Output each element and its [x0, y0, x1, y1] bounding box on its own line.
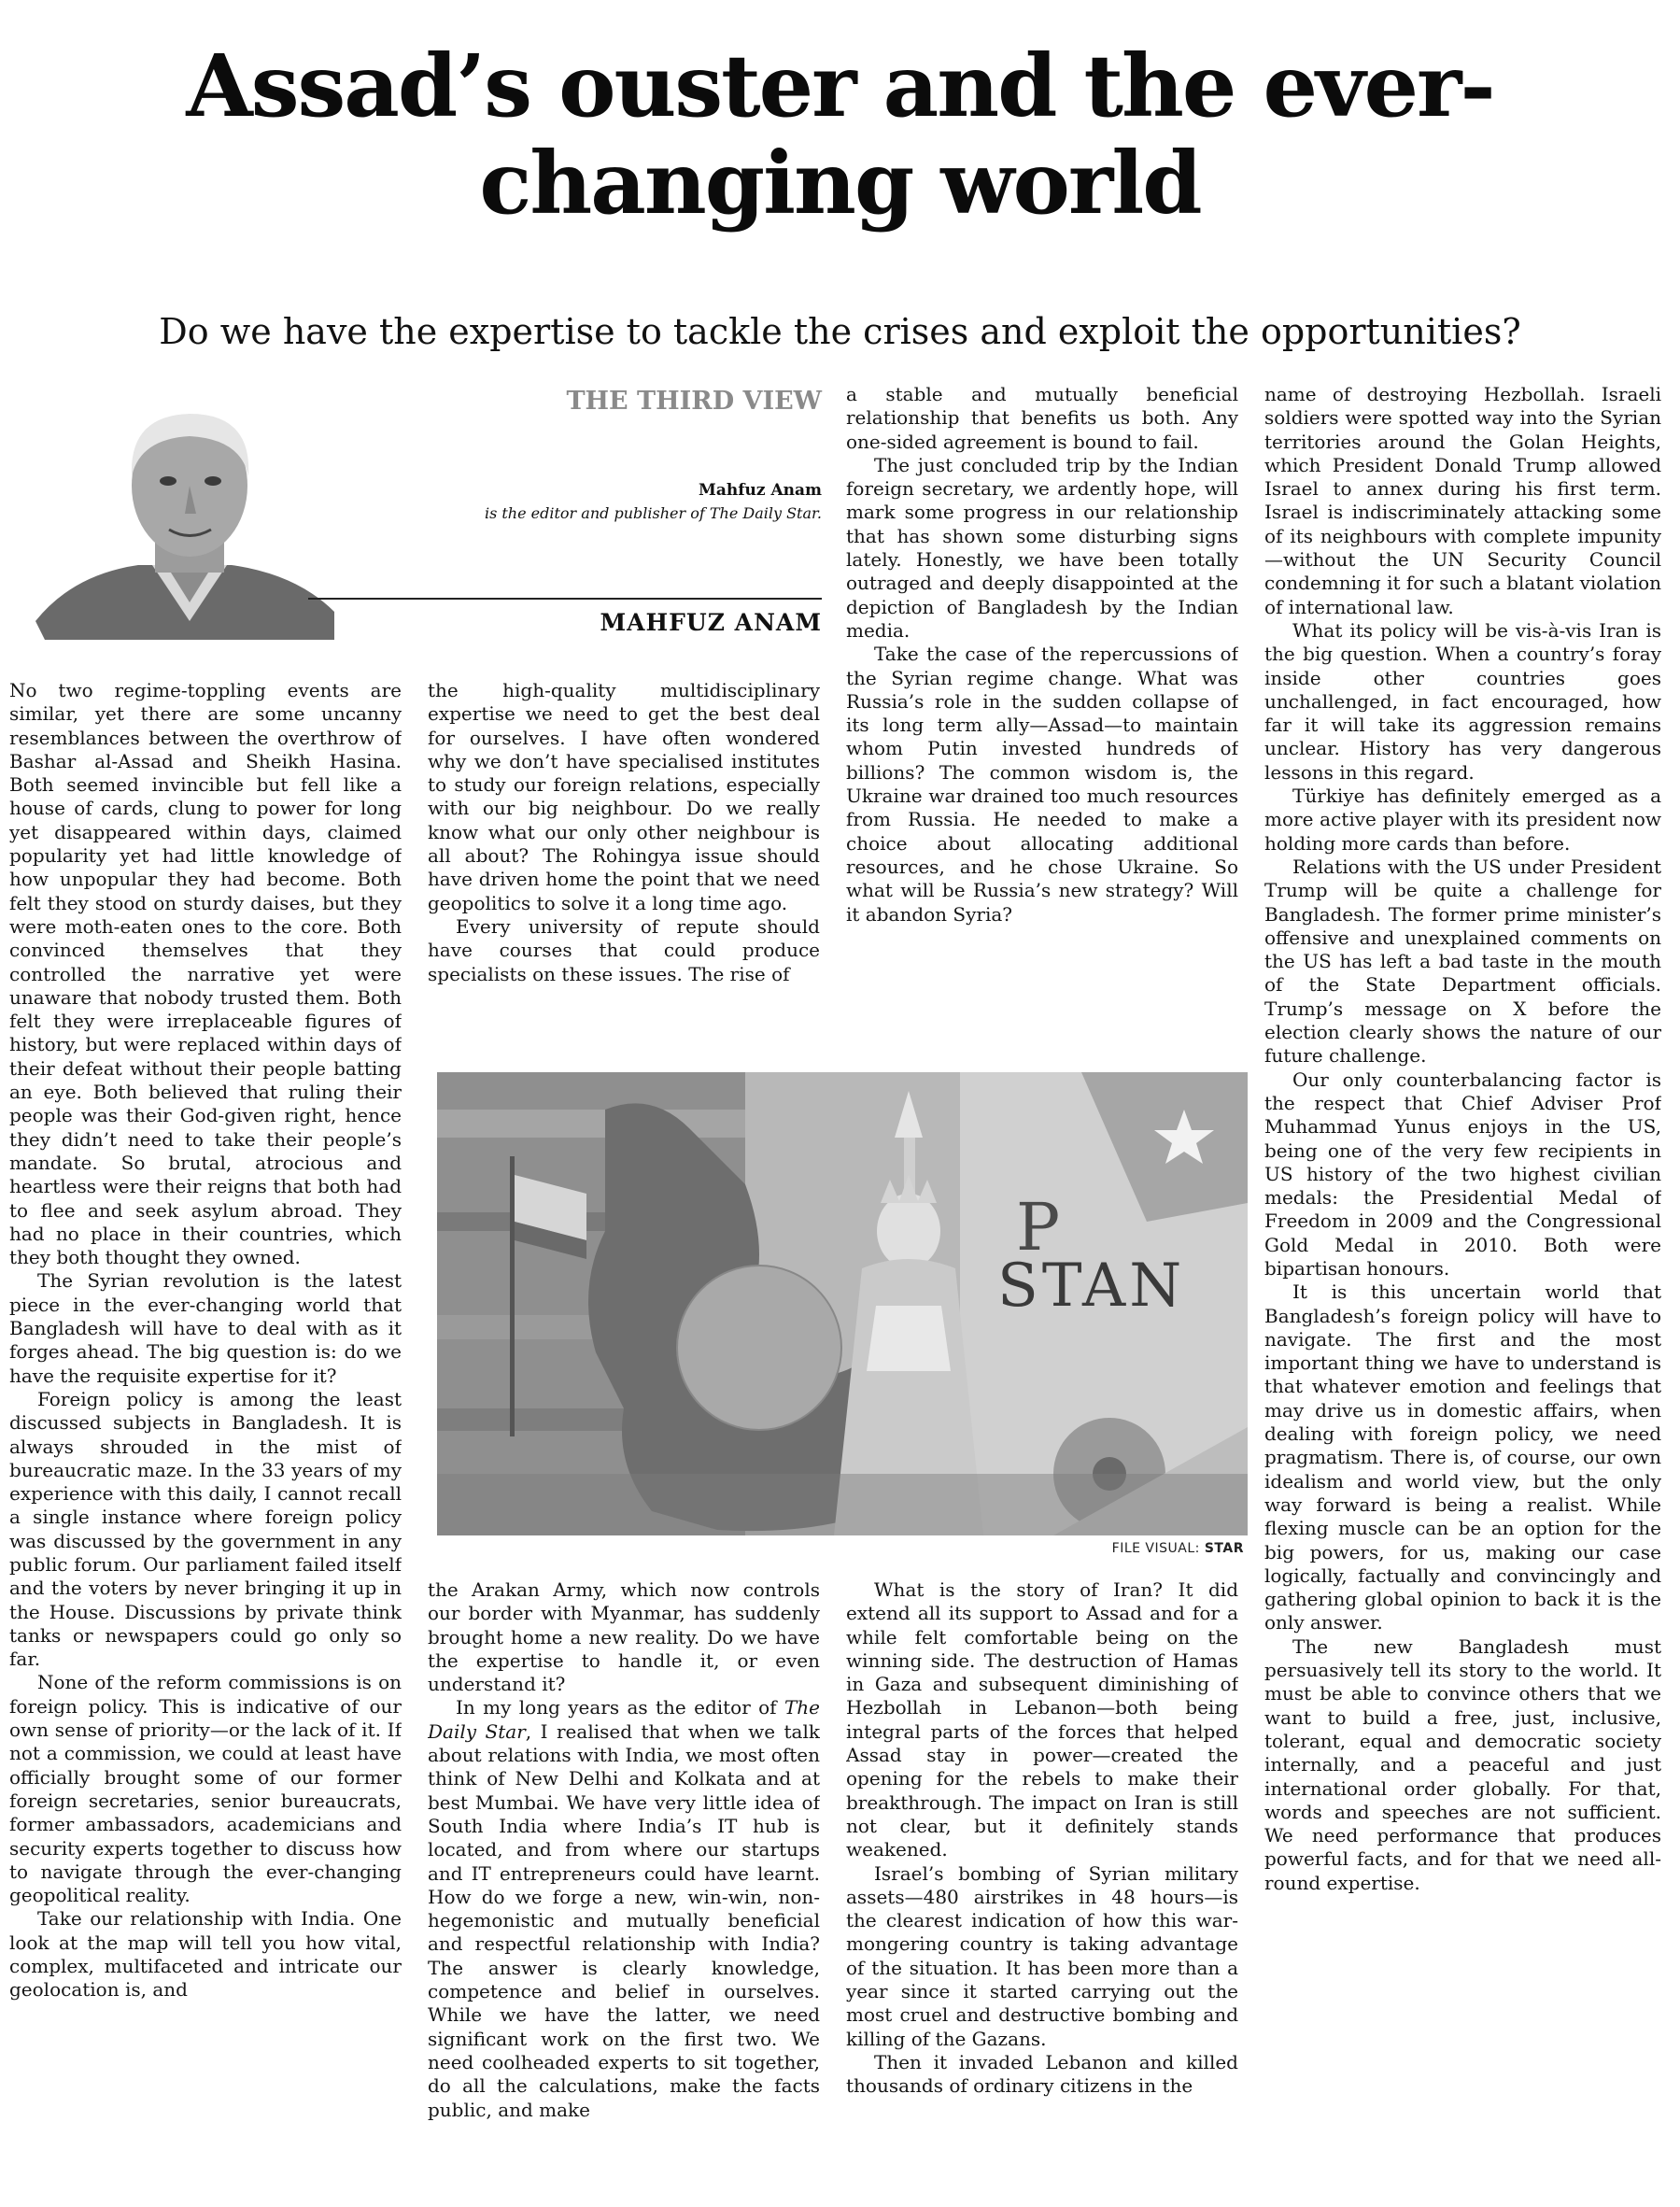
paragraph: Take our relationship with India. One look at the map will tell you how vital, complex, multifaceted and intricate our geolocation is, and [9, 1907, 402, 2002]
paragraph [428, 1696, 820, 2121]
column-3-top [846, 383, 1238, 1055]
text-run: , I realised that when we talk about relations with India, we most often think of New Delhi and Kolkata and at best Mumbai. We have very little idea of South India where India’s IT hub is located, and from where our startups and IT entrepreneurs could have learnt. How do we forge a new, win-win, non-hegemonistic and mutually beneficial and respectful relationship with India? The answer is clearly knowledge, competence and belief in ourselves. While we have the latter, we need significant work on the first two. We need coolheaded experts to sit together, do all the calculations, make the facts public, and make [428, 1719, 820, 2121]
column-label: THE THIRD VIEW [566, 387, 822, 416]
header-rule [308, 598, 822, 600]
paragraph: None of the reform commissions is on foreign policy. This is indicative of our own sense of priority—or the lack of it. If not a commission, we could at least have officially brought some of our former foreign secretaries, senior bureaucrats, former ambassadors, academicians and security experts together to discuss how to navigate through the ever-changing geopolitical reality. [9, 1671, 402, 1907]
column-4 [1264, 383, 1661, 2197]
paragraph: What its policy will be vis-à-vis Iran is the big question. When a country’s foray inside other countries goes unchallenged, in fact encouraged, how far it will take its aggression remains unclear. History has very dangerous lessons in this regard. [1264, 618, 1661, 784]
deck-subheadline: Do we have the expertise to tackle the crises and exploit the opportunities? [159, 311, 1521, 352]
map-text-stan: STAN [997, 1252, 1186, 1321]
paragraph: No two regime-toppling events are similar, yet there are some uncanny resemblances between the overthrow of Bashar al-Assad and Sheikh Hasina. Both seemed invincible but fell like a house of cards, clung to power for long yet disappeared within days, claimed popularity yet had little knowledge of how unpopular they had become. Both felt they stood on sturdy daises, but they were moth-eaten ones to the core. Both convinced themselves that they controlled the narrative yet were unaware that nobody trusted them. Both felt they were irreplaceable figures of history, but were replaced within days of their defeat without their people batting an eye. Both believed that ruling their people was their God-given right, hence they didn’t need to take their people’s mandate. So brutal, atrocious and heartless were their reigns that both had to flee and seek asylum abroad. They had no place in their countries, which they both thought they owned. [9, 679, 402, 1269]
newspaper-name: The Daily Star [428, 1696, 820, 1743]
author-name: Mahfuz Anam [699, 481, 822, 500]
author-bio: is the editor and publisher of The Daily Star. [484, 504, 822, 522]
paragraph: Take the case of the repercussions of the Syrian regime change. What was Russia’s role in the sudden collapse of its long term ally—Assad—to maintain whom Putin invested hundreds of billions? The common wisdom is, the Ukraine war drained too much resources from Russia. He needed to make a choice about allocating additional resources, and he chose Ukraine. So what will be Russia’s new strategy? Will it abandon Syria? [846, 643, 1238, 926]
paragraph: Every university of repute should have courses that could produce specialists on these issues. The rise of [428, 914, 820, 985]
image-credit-source: STAR [1204, 1541, 1244, 1556]
paragraph: a stable and mutually beneficial relationship that benefits us both. Any one-sided agreement is bound to fail. [846, 383, 1238, 453]
paragraph: Our only counterbalancing factor is the respect that Chief Adviser Prof Muhammad Yunus enjoys in the US, being one of the very few recipients in US history of the two highest civilian medals: the Presidential Medal of Freedom in 2009 and the Congressional Gold Medal in 2010. Both were bipartisan honours. [1264, 1068, 1661, 1280]
column-3-bottom [846, 1578, 1238, 2197]
paragraph: Foreign policy is among the least discussed subjects in Bangladesh. It is always shrouded in the mist of bureaucratic maze. In the 33 years of my experience with this daily, I cannot recall a single instance where foreign policy was discussed by the government in any public forum. Our parliament failed itself and the voters by never bringing it up in the House. Discussions by private think tanks or newspapers could go only so far. [9, 1387, 402, 1671]
headline-line-1: Assad’s ouster and the ever- [186, 35, 1494, 136]
headline-line-2: changing world [479, 133, 1201, 233]
paragraph: Türkiye has definitely emerged as a more active player with its president now holding more cards than before. [1264, 785, 1661, 855]
image-credit [953, 1541, 1244, 1556]
paragraph: The new Bangladesh must persuasively tell its story to the world. It must be able to convince others that we want to build a free, just, inclusive, tolerant, equal and democratic society internally, and a peaceful and just international order globally. For that, words and speeches are not sufficient. We need performance that produces powerful facts, and for that we need all-round expertise. [1264, 1634, 1661, 1894]
column-1 [9, 679, 402, 2197]
author-portrait [35, 388, 334, 640]
headline [0, 37, 1680, 232]
paragraph: Relations with the US under President Trump will be quite a challenge for Bangladesh. The former prime minister’s offensive and unexplained comments on the US has left a bad taste in the mouth of the State Department officials. Trump’s message on X before the election clearly shows the nature of our future challenge. [1264, 855, 1661, 1068]
paragraph: name of destroying Hezbollah. Israeli soldiers were spotted way into the Syrian territories around the Golan Heights, which President Donald Trump allowed Israel to annex during his first term. Israel is indiscriminately attacking some of its neighbours with complete impunity—without the UN Security Council condemning it for such a blatant violation of international law. [1264, 383, 1661, 618]
paragraph: Then it invaded Lebanon and killed thousands of ordinary citizens in the [846, 2050, 1238, 2098]
article-illustration [437, 1072, 1248, 1535]
paragraph: The just concluded trip by the Indian foreign secretary, we ardently hope, will mark some progress in our relationship that has shown some disturbing signs lately. Honestly, we have been totally outraged and deeply disappointed at the depiction of Bangladesh by the Indian media. [846, 453, 1238, 642]
paragraph: Israel’s bombing of Syrian military assets—480 airstrikes in 48 hours—is the clearest indication of how this war-mongering country is taking advantage of the situation. It has been more than a year since it started carrying out the most cruel and destructive bombing and killing of the Gazans. [846, 1861, 1238, 2050]
paragraph: It is this uncertain world that Bangladesh’s foreign policy will have to navigate. The first and the most important thing we have to understand is that whatever emotion and feelings that may drive us in domestic affairs, when dealing with foreign policy, we need pragmatism. There is, of course, our own idealism and world view, but the only way forward is being a realist. While flexing muscle can be an option for the big powers, for us, making our case logically, factually and convincingly and gathering global opinion to back it is the only answer. [1264, 1280, 1661, 1634]
paragraph: the Arakan Army, which now controls our border with Myanmar, has suddenly brought home a new reality. Do we have the expertise to handle it, or even understand it? [428, 1578, 820, 1696]
paragraph: The Syrian revolution is the latest piece in the ever-changing world that Bangladesh will have to deal with as it forges ahead. The big question is: do we have the requisite expertise for it? [9, 1269, 402, 1387]
column-2-bottom [428, 1578, 820, 2197]
byline: MAHFUZ ANAM [600, 609, 822, 636]
paragraph: What is the story of Iran? It did extend all its support to Assad and for a while felt comfortable being on the winning side. The destruction of Hamas in Gaza and subsequent diminishing of Hezbollah in Lebanon—both being integral parts of the forces that helped Assad stay in power—created the opening for the rebels to make their breakthrough. The impact on Iran is still not clear, but it definitely stands weakened. [846, 1578, 1238, 1861]
paragraph: the high-quality multidisciplinary expertise we need to get the best deal for ourselves. I have often wondered why we don’t have specialised institutes to study our foreign relations, especially with our big neighbour. Do we really know what our only other neighbour is all about? The Rohingya issue should have driven home the point that we need geopolitics to solve it a long time ago. [428, 679, 820, 914]
text-run: In my long years as the editor of [456, 1696, 784, 1719]
map-text-p: P [1016, 1189, 1061, 1266]
column-2-top [428, 679, 820, 1053]
image-credit-prefix: FILE VISUAL: [1111, 1541, 1200, 1556]
